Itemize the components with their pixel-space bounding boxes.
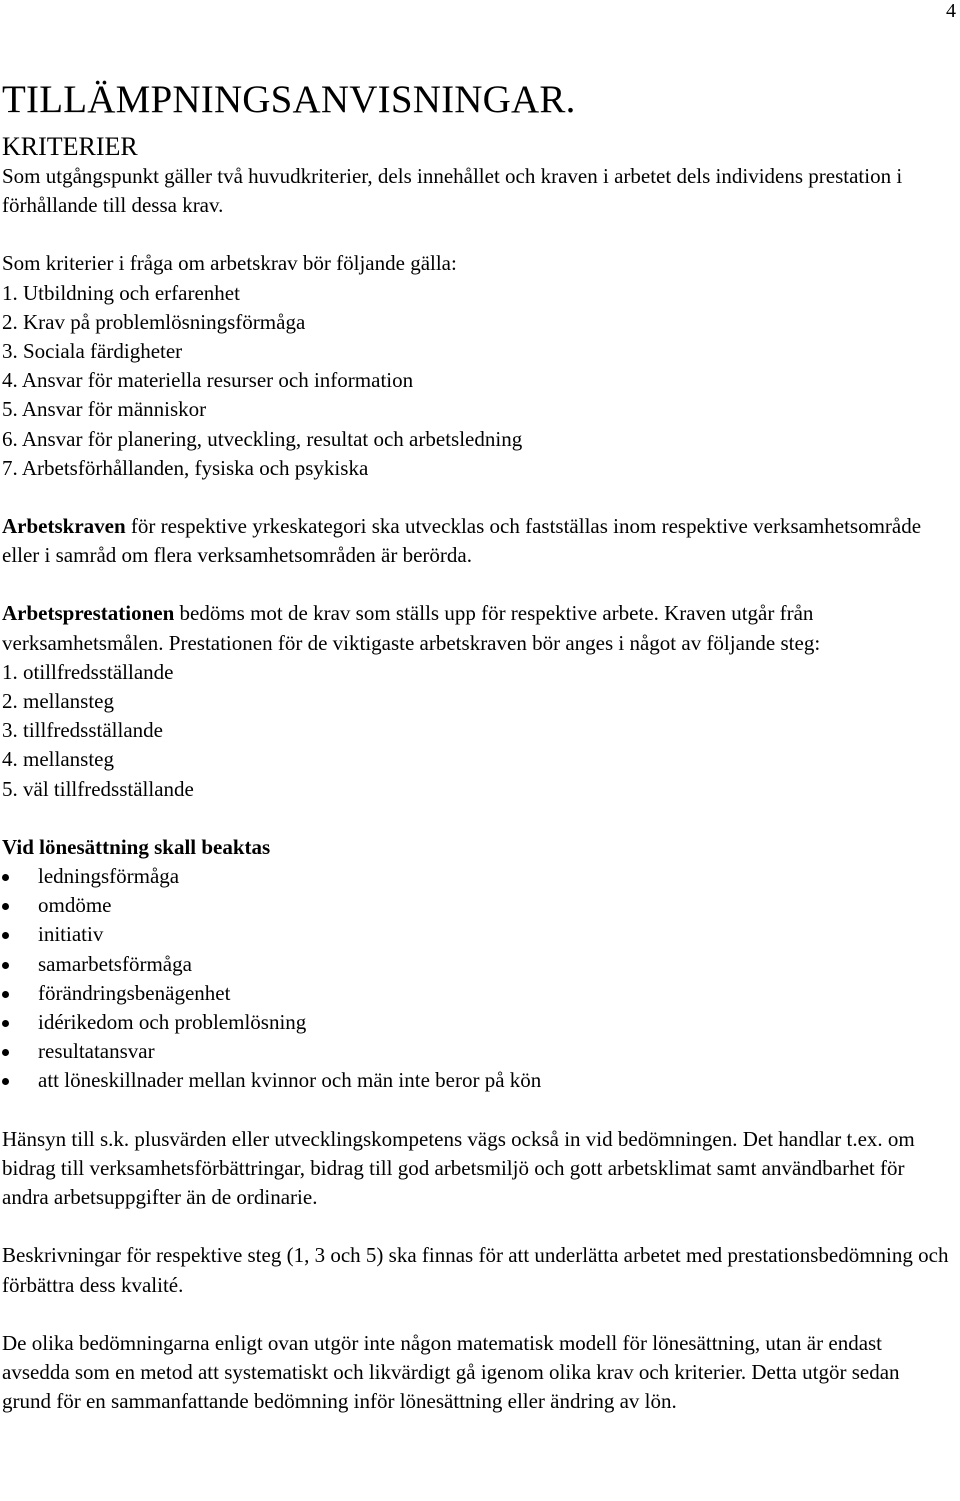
list-item: 5. väl tillfredsställande (2, 776, 194, 801)
list-item: 3. Sociala färdigheter (2, 339, 183, 364)
bullet-text: samarbetsförmåga (38, 951, 192, 976)
arbetsprestationen-term: Arbetsprestationen (2, 601, 175, 626)
section-heading-kriterier: KRITERIER (2, 132, 138, 161)
bullet-icon (2, 1049, 9, 1056)
list-item: 4. Ansvar för materiella resurser och information (2, 368, 414, 393)
document-body (2, 76, 952, 1416)
document-title: TILLÄMPNINGSANVISNINGAR. (2, 78, 576, 121)
spacer (2, 804, 952, 833)
spacer (2, 483, 952, 512)
page-number: 4 (946, 0, 956, 22)
kriterier-intro: Som utgångspunkt gäller två huvudkriterier, dels innehållet och kraven i arbetet dels individens prestation i förhållande till dessa krav. (2, 164, 903, 218)
bullet-icon (2, 991, 9, 998)
bullet-item (2, 1037, 952, 1066)
bullet-item (2, 920, 952, 949)
bullet-item (2, 950, 952, 979)
bullet-text: omdöme (38, 893, 112, 918)
bullet-text: ledningsförmåga (38, 864, 180, 889)
bullet-item (2, 1008, 952, 1037)
bullet-item (2, 862, 952, 891)
spacer (2, 1212, 952, 1241)
bullet-icon (2, 962, 9, 969)
arbetskraven-paragraph (2, 512, 952, 570)
bullet-text: att löneskillnader mellan kvinnor och män inte beror på kön (38, 1068, 542, 1093)
list-item: 7. Arbetsförhållanden, fysiska och psykiska (2, 455, 369, 480)
arbetskrav-list (2, 279, 952, 483)
bullet-icon (2, 903, 9, 910)
list-item: 6. Ansvar för planering, utveckling, resultat och arbetsledning (2, 426, 523, 451)
spacer (2, 570, 952, 599)
bullet-text: initiativ (38, 922, 104, 947)
list-item: 1. otillfredsställande (2, 659, 174, 684)
lonesattning-list (2, 862, 952, 1096)
bullet-icon (2, 932, 9, 939)
lonesattning-heading: Vid lönesättning skall beaktas (2, 834, 271, 859)
bullet-item (2, 979, 952, 1008)
spacer (2, 1096, 952, 1125)
bullet-icon (2, 1020, 9, 1027)
list-item: 1. Utbildning och erfarenhet (2, 280, 240, 305)
beskrivningar-paragraph: Beskrivningar för respektive steg (1, 3 och 5) ska finnas för att underlätta arbetet med prestationsbedömning och förbättra dess kvalité. (2, 1243, 949, 1297)
list-item: 2. Krav på problemlösningsförmåga (2, 309, 306, 334)
arbetskrav-heading: Som kriterier i fråga om arbetskrav bör följande gälla: (2, 251, 457, 276)
arbetsprestationen-text: bedöms mot de krav som ställs upp för respektive arbete. Kraven utgår från verksamhetsmålen. Prestationen för de viktigaste arbetskraven bör anges i något av följande steg: (2, 601, 821, 655)
bullet-icon (2, 874, 9, 881)
bullet-text: idérikedom och problemlösning (38, 1010, 307, 1035)
spacer (2, 220, 952, 249)
steg-list (2, 658, 952, 804)
list-item: 3. tillfredsställande (2, 718, 163, 743)
spacer (2, 1300, 952, 1329)
bullet-text: förändringsbenägenhet (38, 980, 231, 1005)
bullet-item (2, 891, 952, 920)
hansyn-paragraph: Hänsyn till s.k. plusvärden eller utvecklingskompetens vägs också in vid bedömningen. Det handlar t.ex. om bidrag till verksamhetsförbättringar, bidrag till god arbetsmiljö och gott arbetsklimat samt användbarhet för andra arbetsuppgifter än de ordinarie. (2, 1126, 915, 1210)
arbetskraven-text: för respektive yrkeskategori ska utvecklas och fastställas inom respektive verksamhetsområde eller i samråd om flera verksamhetsområden är berörda. (2, 514, 922, 568)
bullet-text: resultatansvar (38, 1039, 155, 1064)
list-item: 5. Ansvar för människor (2, 397, 207, 422)
bullet-item (2, 1066, 952, 1095)
list-item: 4. mellansteg (2, 747, 114, 772)
arbetsprestationen-paragraph (2, 599, 952, 657)
bullet-icon (2, 1078, 9, 1085)
arbetskraven-term: Arbetskraven (2, 514, 126, 539)
list-item: 2. mellansteg (2, 689, 114, 714)
olika-paragraph: De olika bedömningarna enligt ovan utgör inte någon matematisk modell för lönesättning, utan är endast avsedda som en metod att systematiskt och likvärdigt gå igenom olika krav och kriterier. Detta utgör sedan grund för en sammanfattande bedömning inför lönesättning eller ändring av lön. (2, 1330, 900, 1414)
